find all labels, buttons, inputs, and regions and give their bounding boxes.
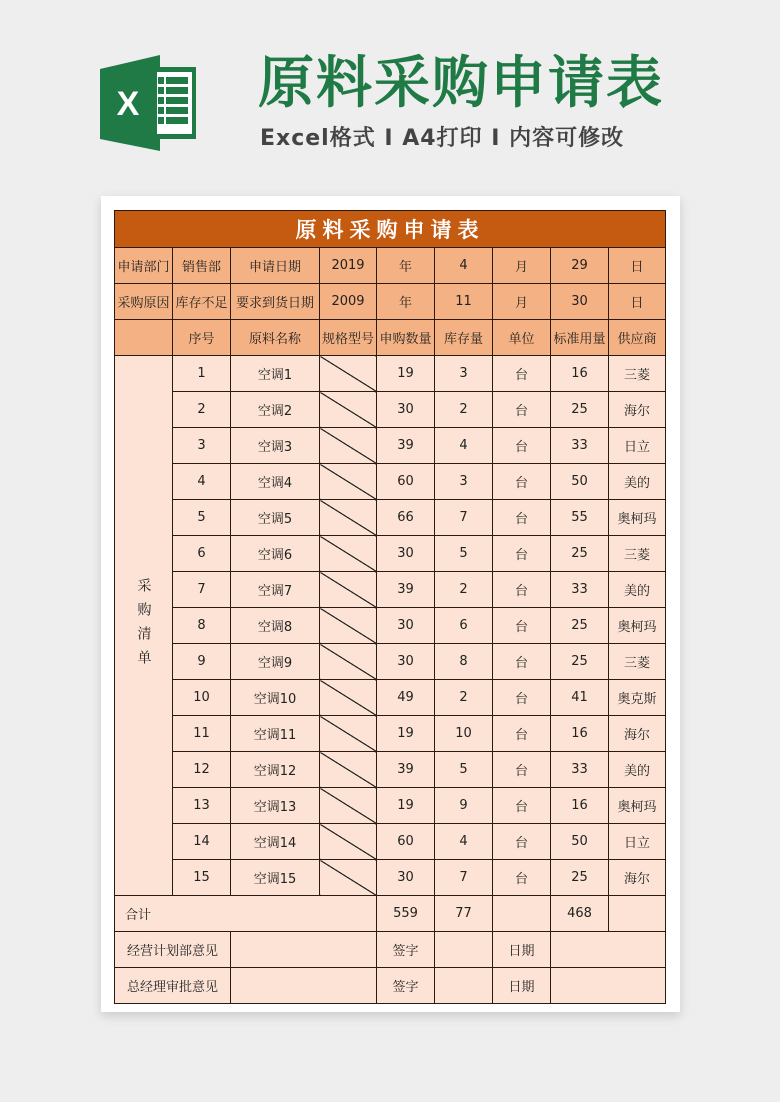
date-field[interactable]	[551, 968, 666, 1004]
item-supplier[interactable]: 海尔	[609, 716, 666, 752]
item-qty[interactable]: 49	[377, 680, 435, 716]
item-qty[interactable]: 19	[377, 356, 435, 392]
item-std[interactable]: 25	[551, 860, 609, 896]
item-name[interactable]: 空调13	[231, 788, 320, 824]
total-qty: 559	[377, 896, 435, 932]
item-name[interactable]: 空调2	[231, 392, 320, 428]
item-stock[interactable]: 2	[435, 572, 493, 608]
svg-text:X: X	[116, 85, 140, 123]
item-no: 5	[173, 500, 231, 536]
approval-label: 经营计划部意见	[115, 932, 231, 968]
item-spec-slash[interactable]	[320, 680, 377, 716]
item-unit[interactable]: 台	[493, 464, 551, 500]
item-unit[interactable]: 台	[493, 572, 551, 608]
item-std[interactable]: 33	[551, 752, 609, 788]
item-supplier[interactable]: 日立	[609, 824, 666, 860]
item-unit[interactable]: 台	[493, 680, 551, 716]
item-std[interactable]: 25	[551, 608, 609, 644]
col-header-no: 序号	[173, 320, 231, 356]
item-no: 1	[173, 356, 231, 392]
item-spec-slash[interactable]	[320, 644, 377, 680]
item-qty[interactable]: 60	[377, 824, 435, 860]
form-title: 原料采购申请表	[115, 211, 666, 248]
item-no: 12	[173, 752, 231, 788]
item-unit[interactable]: 台	[493, 716, 551, 752]
page-title: 原料采购申请表	[258, 51, 664, 116]
item-stock[interactable]: 6	[435, 608, 493, 644]
month-unit: 月	[493, 248, 551, 284]
section-label: 采购清单	[115, 356, 173, 896]
reason-value[interactable]: 库存不足	[173, 284, 231, 320]
item-spec-slash[interactable]	[320, 788, 377, 824]
item-supplier[interactable]: 三菱	[609, 644, 666, 680]
item-std[interactable]: 25	[551, 536, 609, 572]
item-no: 14	[173, 824, 231, 860]
item-qty[interactable]: 19	[377, 716, 435, 752]
reason-label: 采购原因	[115, 284, 173, 320]
total-std: 468	[551, 896, 609, 932]
table-row	[115, 572, 666, 608]
date-label: 日期	[493, 968, 551, 1004]
total-supplier	[609, 896, 666, 932]
item-qty[interactable]: 30	[377, 860, 435, 896]
delivery-date-label: 要求到货日期	[231, 284, 320, 320]
table-row	[115, 356, 666, 392]
item-unit[interactable]: 台	[493, 860, 551, 896]
item-spec-slash[interactable]	[320, 500, 377, 536]
item-stock[interactable]: 3	[435, 356, 493, 392]
approval-label: 总经理审批意见	[115, 968, 231, 1004]
item-supplier[interactable]: 美的	[609, 572, 666, 608]
total-row	[115, 896, 666, 932]
item-unit[interactable]: 台	[493, 356, 551, 392]
item-std[interactable]: 25	[551, 392, 609, 428]
item-no: 10	[173, 680, 231, 716]
item-no: 4	[173, 464, 231, 500]
item-std[interactable]: 41	[551, 680, 609, 716]
item-supplier[interactable]: 奥克斯	[609, 680, 666, 716]
request-date-label: 申请日期	[231, 248, 320, 284]
item-name[interactable]: 空调14	[231, 824, 320, 860]
item-name[interactable]: 空调9	[231, 644, 320, 680]
col-header-supplier: 供应商	[609, 320, 666, 356]
item-spec-slash[interactable]	[320, 572, 377, 608]
item-std[interactable]: 50	[551, 824, 609, 860]
item-no: 2	[173, 392, 231, 428]
table-row	[115, 860, 666, 896]
item-spec-slash[interactable]	[320, 536, 377, 572]
sign-label: 签字	[377, 932, 435, 968]
item-unit[interactable]: 台	[493, 644, 551, 680]
item-stock[interactable]: 7	[435, 860, 493, 896]
item-name[interactable]: 空调5	[231, 500, 320, 536]
column-header-row	[115, 320, 666, 356]
table-row	[115, 716, 666, 752]
month-unit: 月	[493, 284, 551, 320]
item-name[interactable]: 空调7	[231, 572, 320, 608]
approval-opinion[interactable]	[231, 932, 377, 968]
page-header	[0, 0, 780, 190]
item-unit[interactable]: 台	[493, 536, 551, 572]
table-row	[115, 824, 666, 860]
item-name[interactable]: 空调11	[231, 716, 320, 752]
item-name[interactable]: 空调6	[231, 536, 320, 572]
year-unit: 年	[377, 284, 435, 320]
item-unit[interactable]: 台	[493, 500, 551, 536]
col-header-qty: 申购数量	[377, 320, 435, 356]
col-header-name: 原料名称	[231, 320, 320, 356]
item-name[interactable]: 空调15	[231, 860, 320, 896]
delivery-day[interactable]: 30	[551, 284, 609, 320]
item-no: 13	[173, 788, 231, 824]
request-year[interactable]: 2019	[320, 248, 377, 284]
request-month[interactable]: 4	[435, 248, 493, 284]
item-std[interactable]: 33	[551, 428, 609, 464]
col-header-spec: 规格型号	[320, 320, 377, 356]
table-row	[115, 500, 666, 536]
table-row	[115, 608, 666, 644]
page-subtitle: Excel格式 I A4打印 I 内容可修改	[260, 126, 625, 151]
item-stock[interactable]: 10	[435, 716, 493, 752]
day-unit: 日	[609, 284, 666, 320]
item-spec-slash[interactable]	[320, 392, 377, 428]
total-label: 合计	[115, 896, 377, 932]
item-std[interactable]: 16	[551, 716, 609, 752]
item-supplier[interactable]: 美的	[609, 464, 666, 500]
item-name[interactable]: 空调10	[231, 680, 320, 716]
table-row	[115, 536, 666, 572]
table-row	[115, 680, 666, 716]
purchase-request-table	[114, 210, 666, 1004]
item-qty[interactable]: 60	[377, 464, 435, 500]
blank-header	[115, 320, 173, 356]
item-no: 6	[173, 536, 231, 572]
item-qty[interactable]: 30	[377, 644, 435, 680]
item-stock[interactable]: 5	[435, 536, 493, 572]
dept-label: 申请部门	[115, 248, 173, 284]
item-no: 9	[173, 644, 231, 680]
table-row	[115, 428, 666, 464]
item-unit[interactable]: 台	[493, 608, 551, 644]
table-row	[115, 788, 666, 824]
excel-icon	[100, 55, 198, 151]
item-std[interactable]: 16	[551, 788, 609, 824]
item-stock[interactable]: 5	[435, 752, 493, 788]
item-stock[interactable]: 8	[435, 644, 493, 680]
item-name[interactable]: 空调1	[231, 356, 320, 392]
table-row	[115, 644, 666, 680]
day-unit: 日	[609, 248, 666, 284]
item-unit[interactable]: 台	[493, 788, 551, 824]
item-spec-slash[interactable]	[320, 860, 377, 896]
reason-row	[115, 284, 666, 320]
year-unit: 年	[377, 248, 435, 284]
date-label: 日期	[493, 932, 551, 968]
item-name[interactable]: 空调4	[231, 464, 320, 500]
item-spec-slash[interactable]	[320, 428, 377, 464]
item-stock[interactable]: 2	[435, 392, 493, 428]
item-std[interactable]: 16	[551, 356, 609, 392]
item-qty[interactable]: 66	[377, 500, 435, 536]
item-unit[interactable]: 台	[493, 392, 551, 428]
item-no: 7	[173, 572, 231, 608]
item-stock[interactable]: 2	[435, 680, 493, 716]
request-info-row	[115, 248, 666, 284]
item-supplier[interactable]: 奥柯玛	[609, 608, 666, 644]
item-spec-slash[interactable]	[320, 752, 377, 788]
delivery-year[interactable]: 2009	[320, 284, 377, 320]
date-field[interactable]	[551, 932, 666, 968]
item-supplier[interactable]: 三菱	[609, 536, 666, 572]
sign-field[interactable]	[435, 968, 493, 1004]
item-unit[interactable]: 台	[493, 428, 551, 464]
item-no: 15	[173, 860, 231, 896]
table-row	[115, 392, 666, 428]
item-rows	[115, 356, 666, 896]
total-stock: 77	[435, 896, 493, 932]
col-header-unit: 单位	[493, 320, 551, 356]
item-spec-slash[interactable]	[320, 356, 377, 392]
item-supplier[interactable]: 奥柯玛	[609, 788, 666, 824]
item-stock[interactable]: 9	[435, 788, 493, 824]
item-qty[interactable]: 39	[377, 428, 435, 464]
item-qty[interactable]: 30	[377, 608, 435, 644]
item-supplier[interactable]: 海尔	[609, 860, 666, 896]
item-unit[interactable]: 台	[493, 824, 551, 860]
item-std[interactable]: 25	[551, 644, 609, 680]
item-qty[interactable]: 30	[377, 536, 435, 572]
item-no: 11	[173, 716, 231, 752]
item-std[interactable]: 55	[551, 500, 609, 536]
dept-value[interactable]: 销售部	[173, 248, 231, 284]
item-qty[interactable]: 30	[377, 392, 435, 428]
item-name[interactable]: 空调3	[231, 428, 320, 464]
total-unit	[493, 896, 551, 932]
item-stock[interactable]: 7	[435, 500, 493, 536]
item-supplier[interactable]: 三菱	[609, 356, 666, 392]
item-spec-slash[interactable]	[320, 716, 377, 752]
approval-opinion[interactable]	[231, 968, 377, 1004]
item-supplier[interactable]: 海尔	[609, 392, 666, 428]
item-stock[interactable]: 4	[435, 428, 493, 464]
item-spec-slash[interactable]	[320, 824, 377, 860]
sign-field[interactable]	[435, 932, 493, 968]
col-header-std: 标准用量	[551, 320, 609, 356]
item-std[interactable]: 50	[551, 464, 609, 500]
sign-label: 签字	[377, 968, 435, 1004]
item-name[interactable]: 空调12	[231, 752, 320, 788]
item-qty[interactable]: 39	[377, 572, 435, 608]
approval-row	[115, 932, 666, 968]
item-std[interactable]: 33	[551, 572, 609, 608]
approval-row	[115, 968, 666, 1004]
item-supplier[interactable]: 美的	[609, 752, 666, 788]
item-unit[interactable]: 台	[493, 752, 551, 788]
item-name[interactable]: 空调8	[231, 608, 320, 644]
item-qty[interactable]: 19	[377, 788, 435, 824]
table-row	[115, 464, 666, 500]
item-qty[interactable]: 39	[377, 752, 435, 788]
table-row	[115, 752, 666, 788]
request-day[interactable]: 29	[551, 248, 609, 284]
item-no: 8	[173, 608, 231, 644]
item-no: 3	[173, 428, 231, 464]
item-supplier[interactable]: 奥柯玛	[609, 500, 666, 536]
delivery-month[interactable]: 11	[435, 284, 493, 320]
item-stock[interactable]: 4	[435, 824, 493, 860]
item-stock[interactable]: 3	[435, 464, 493, 500]
item-supplier[interactable]: 日立	[609, 428, 666, 464]
col-header-stock: 库存量	[435, 320, 493, 356]
item-spec-slash[interactable]	[320, 608, 377, 644]
item-spec-slash[interactable]	[320, 464, 377, 500]
